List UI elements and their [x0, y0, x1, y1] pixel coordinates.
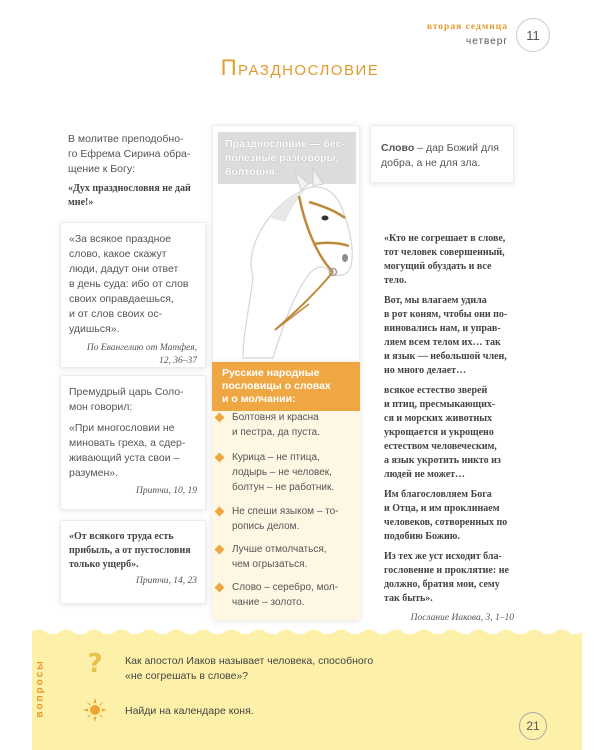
- proverb-item: Не спеши языком – то- ропись делом.: [222, 504, 354, 534]
- questions-band: [32, 634, 582, 750]
- quote-line: люди, дадут они ответ: [69, 263, 179, 275]
- page-title: Празднословие: [220, 55, 380, 80]
- definition-line: Празднословие — бес-: [225, 138, 345, 150]
- proverbs-quote-card: [60, 520, 206, 604]
- quote-line: слово, какое скажут: [69, 248, 167, 260]
- proverbs-title-line: пословицы о словах: [222, 380, 331, 392]
- proverbs-title: [212, 362, 360, 411]
- quote-reference: 12, 36–37: [159, 356, 197, 366]
- proverb-item: Слово – серебро, мол- чание – золото.: [222, 580, 354, 610]
- prayer-intro-line: щение к Богу:: [68, 163, 136, 175]
- section-subtitle: вторая седмица: [426, 22, 508, 32]
- epistle-paragraph: Из тех же уст исходит бла- гословение и проклятие: не должно, братия мои, сему так быть».: [384, 551, 509, 604]
- epistle-paragraph: всякое естество зверей и птиц, пресмыкающих- ся и морских животных укрощается и укрощено естеством человеческим, а язык укротить никто из людей не может…: [384, 385, 501, 480]
- word-definition-text: – дар Божий для: [417, 142, 499, 154]
- question-2: Найди на календаре коня.: [125, 705, 254, 717]
- prayer-intro-line: го Ефрема Сирина обра-: [68, 148, 191, 160]
- quote-reference: Притчи, 10, 19: [135, 486, 197, 496]
- proverbs-panel: [212, 362, 360, 620]
- quote-reference: По Евангелию от Матфея,: [86, 343, 197, 353]
- quote-line: прибыль, а от пустословия: [69, 545, 191, 556]
- question-1: Как апостол Иаков называет человека, способного «не согрешать в слове»?: [125, 655, 374, 682]
- word-term: Слово: [381, 142, 415, 154]
- prayer-intro: [68, 132, 206, 210]
- quote-line: разумен».: [69, 467, 119, 479]
- questions-label: вопросы: [34, 658, 46, 718]
- quote-line: удишься».: [69, 323, 120, 335]
- quote-line: миновать греха, а сдер-: [69, 437, 186, 449]
- week-number-badge: 11: [516, 18, 550, 52]
- quote-line: в день суда: ибо от слов: [69, 278, 189, 290]
- epistle-paragraph: Вот, мы влагаем удила в рот коням, чтобы они по- виновались нам, и управ- ляем всем телом их… так и язык — небольшой член, но много делает…: [384, 295, 508, 376]
- quote-line: живающий уста свои –: [69, 452, 180, 464]
- definition-line: болтовня.: [225, 166, 278, 178]
- matthew-quote-card: [60, 222, 206, 368]
- page-number: 21: [519, 712, 547, 740]
- definition-card: [212, 125, 360, 365]
- prayer-quote: «Дух празднословия не дай мне!»: [68, 183, 191, 208]
- horse-illustration: [213, 126, 361, 366]
- proverbs-title-line: Русские народные: [222, 367, 320, 379]
- definition-line: полезные разговоры,: [225, 152, 339, 164]
- prayer-intro-line: В молитве преподобно-: [68, 133, 184, 145]
- epistle-paragraph: «Кто не согрешает в слове, тот человек совершенный, могущий обуздать и все тело.: [384, 233, 506, 286]
- day-label: четверг: [466, 36, 508, 47]
- intro-line: Премудрый царь Соло-: [69, 386, 184, 398]
- quote-line: «За всякое праздное: [69, 233, 172, 245]
- solomon-quote-card: [60, 375, 206, 510]
- word-definition-card: [370, 125, 514, 183]
- quote-line: своих оправдаешься,: [69, 293, 174, 305]
- epistle-paragraph: Им благословляем Бога и Отца, и им проклинаем человеков, сотворенных по подобию Божию.: [384, 489, 508, 542]
- quote-line: «При многословии не: [69, 422, 175, 434]
- intro-line: мон говорил:: [69, 401, 133, 413]
- proverb-item: Болтовня и красна и пестра, да пуста.: [222, 410, 354, 440]
- proverb-item: Курица – не птица, лодырь – не человек, болтун – не работник.: [222, 450, 354, 495]
- sun-icon: [82, 697, 108, 723]
- quote-line: и от слов своих ос-: [69, 308, 163, 320]
- epistle-reference: Послание Иакова, 3, 1–10: [410, 613, 514, 623]
- quote-line: «От всякого труда есть: [69, 531, 174, 542]
- quote-reference: Притчи, 14, 23: [135, 576, 197, 586]
- quote-line: только ущерб».: [69, 559, 139, 570]
- question-mark-icon: ?: [87, 649, 103, 679]
- word-definition-text: добра, а не для зла.: [381, 157, 481, 169]
- proverb-item: Лучше отмолчаться, чем огрызаться.: [222, 542, 354, 572]
- epistle-quote: [384, 232, 514, 625]
- proverbs-title-line: и о молчании:: [222, 393, 296, 405]
